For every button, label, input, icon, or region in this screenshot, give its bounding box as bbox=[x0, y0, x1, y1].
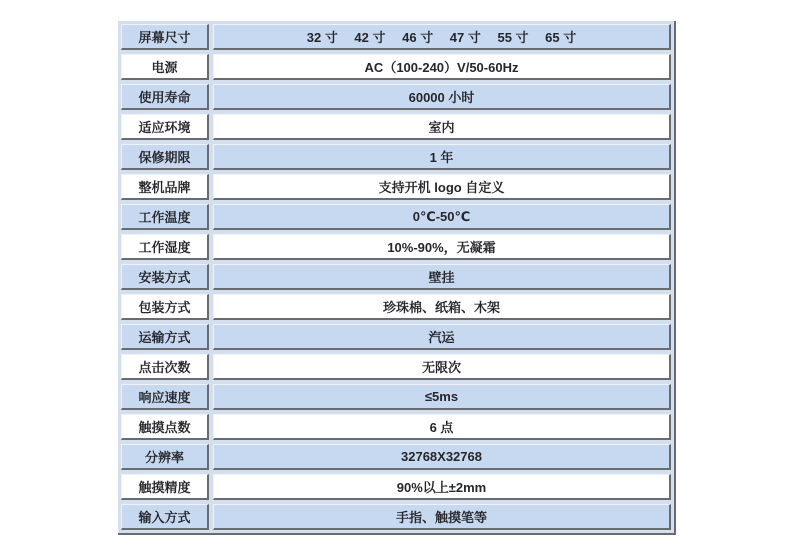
spec-value-work-humidity: 10%-90%，无凝霜 bbox=[213, 234, 671, 260]
spec-value-packaging: 珍珠棉、纸箱、木架 bbox=[213, 294, 671, 320]
spec-value-resolution: 32768X32768 bbox=[213, 444, 671, 470]
spec-value-screen-size: 32 寸 42 寸 46 寸 47 寸 55 寸 65 寸 bbox=[213, 24, 671, 50]
spec-label-lifespan: 使用寿命 bbox=[121, 84, 209, 110]
spec-value-touch-points: 6 点 bbox=[213, 414, 671, 440]
spec-label-warranty: 保修期限 bbox=[121, 144, 209, 170]
spec-label-screen-size: 屏幕尺寸 bbox=[121, 24, 209, 50]
spec-value-shipping: 汽运 bbox=[213, 324, 671, 350]
spec-value-touch-accuracy: 90%以上±2mm bbox=[213, 474, 671, 500]
spec-label-click-count: 点击次数 bbox=[121, 354, 209, 380]
spec-value-click-count: 无限次 bbox=[213, 354, 671, 380]
spec-value-response-time: ≤5ms bbox=[213, 384, 671, 410]
spec-label-machine-brand: 整机品牌 bbox=[121, 174, 209, 200]
spec-label-shipping: 运输方式 bbox=[121, 324, 209, 350]
spec-value-warranty: 1 年 bbox=[213, 144, 671, 170]
spec-value-power: AC（100-240）V/50-60Hz bbox=[213, 54, 671, 80]
spec-value-lifespan: 60000 小时 bbox=[213, 84, 671, 110]
spec-table bbox=[118, 21, 676, 535]
spec-label-work-humidity: 工作湿度 bbox=[121, 234, 209, 260]
spec-label-work-temperature: 工作温度 bbox=[121, 204, 209, 230]
spec-value-work-temperature: 0℃-50℃ bbox=[213, 204, 671, 230]
spec-value-environment: 室内 bbox=[213, 114, 671, 140]
spec-label-response-time: 响应速度 bbox=[121, 384, 209, 410]
spec-label-input-method: 输入方式 bbox=[121, 504, 209, 530]
spec-value-installation: 壁挂 bbox=[213, 264, 671, 290]
spec-label-environment: 适应环境 bbox=[121, 114, 209, 140]
spec-value-machine-brand: 支持开机 logo 自定义 bbox=[213, 174, 671, 200]
spec-label-packaging: 包装方式 bbox=[121, 294, 209, 320]
spec-label-installation: 安装方式 bbox=[121, 264, 209, 290]
spec-label-resolution: 分辨率 bbox=[121, 444, 209, 470]
spec-value-input-method: 手指、触摸笔等 bbox=[213, 504, 671, 530]
spec-label-touch-accuracy: 触摸精度 bbox=[121, 474, 209, 500]
spec-label-power: 电源 bbox=[121, 54, 209, 80]
spec-label-touch-points: 触摸点数 bbox=[121, 414, 209, 440]
